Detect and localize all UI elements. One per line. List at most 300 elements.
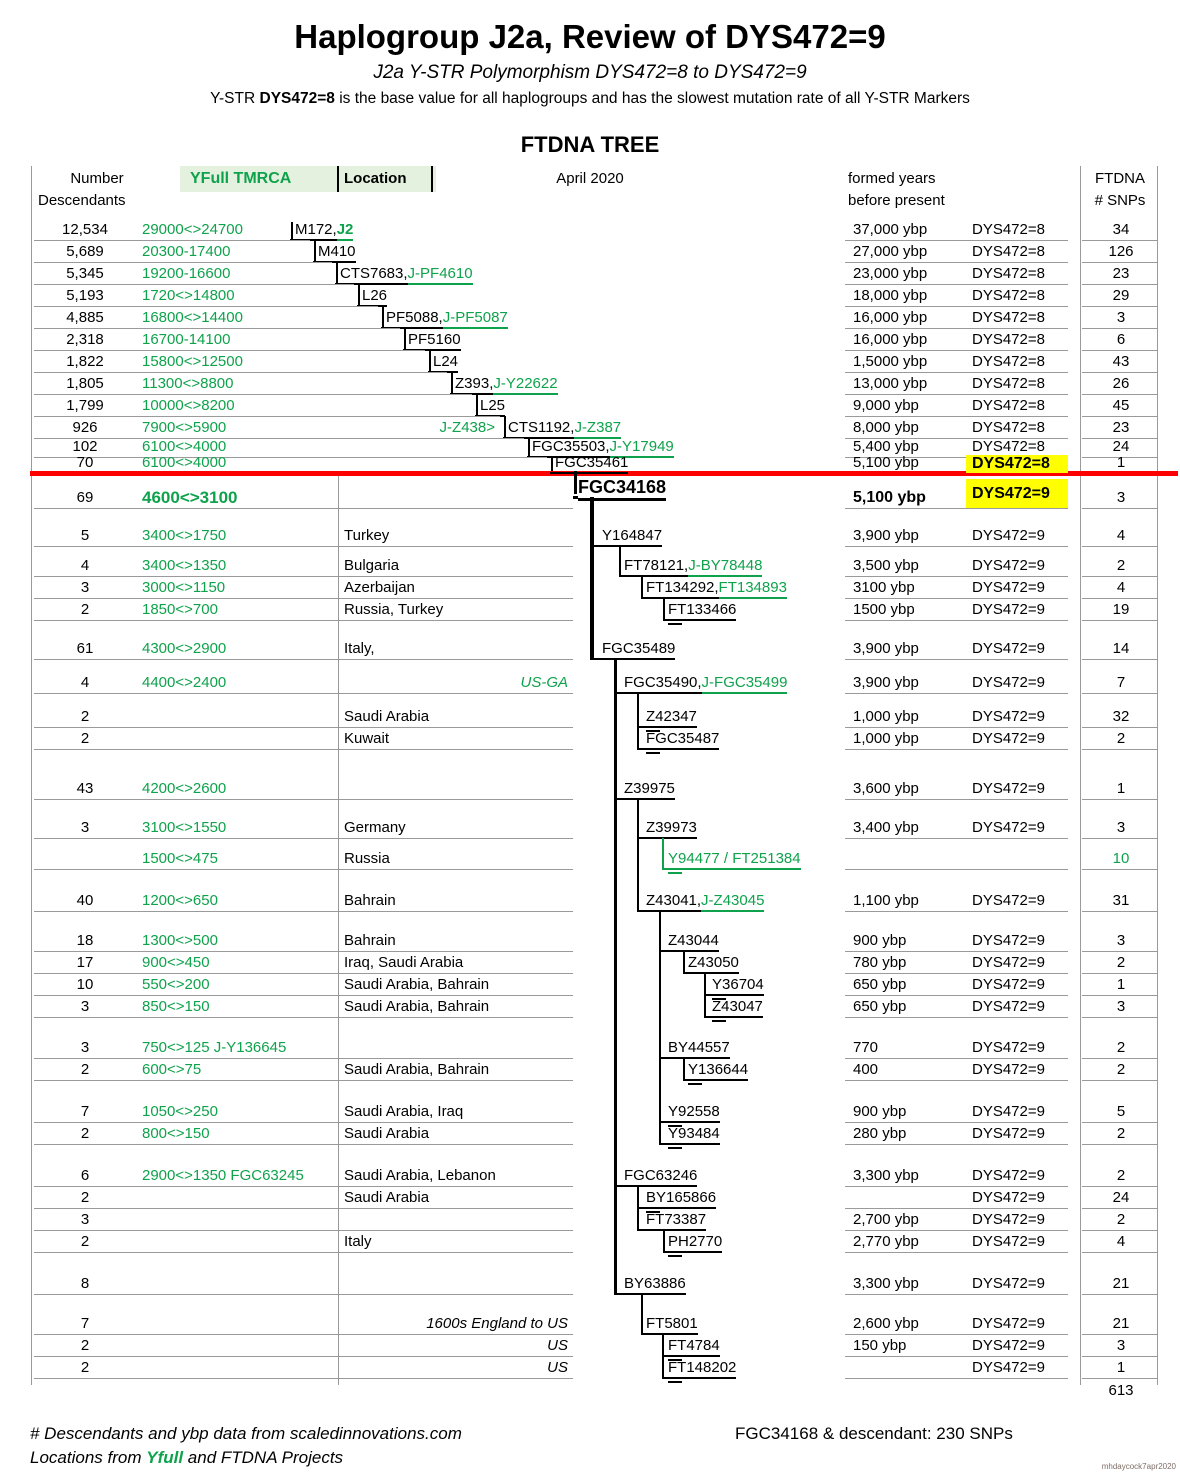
descendants-count: 2 [80, 708, 90, 725]
haplo-label-BY165866[interactable] [646, 1188, 716, 1208]
location-value: Saudi Arabia [344, 1125, 430, 1142]
haplo-name[interactable]: CTS7683, [340, 265, 408, 285]
haplo-label-PF5088[interactable] [386, 308, 508, 328]
grid-line [646, 752, 660, 754]
formed-ybp-value: 1,100 ybp [853, 892, 919, 909]
haplo-name[interactable]: BY63886 [624, 1275, 686, 1295]
haplo-name[interactable]: Z43050 [688, 954, 739, 974]
dys472-status: DYS472=9 [972, 998, 1045, 1015]
dys472-status: DYS472=8 [972, 419, 1045, 436]
header-divider-right [431, 166, 433, 192]
haplo-pre-label[interactable]: J-Z438> [439, 419, 495, 436]
haplo-name[interactable]: M410 [318, 243, 356, 263]
yfull-link[interactable]: Yfull [146, 1448, 184, 1467]
descendants-count: 5,689 [66, 243, 104, 260]
tree-connector-vertical [590, 497, 594, 659]
haplo-label-BY44557[interactable] [668, 1038, 730, 1058]
dys472-status: DYS472=8 [972, 265, 1045, 282]
haplo-name[interactable]: Y93484 [668, 1125, 720, 1145]
location-value: Azerbaijan [344, 579, 415, 596]
haplo-label-FT148202[interactable] [668, 1358, 736, 1378]
descendants-count: 17 [76, 954, 94, 971]
page-title: Haplogroup J2a, Review of DYS472=9 [294, 18, 886, 55]
tmrca-value: 29000<>24700 [142, 221, 243, 238]
grid-line [845, 1144, 1068, 1145]
haplo-label-Y93484[interactable] [668, 1124, 720, 1144]
haplo-label-Z43047[interactable] [712, 997, 763, 1017]
grid-line [845, 1294, 1068, 1295]
descendants-count: 2 [80, 730, 90, 747]
haplo-name[interactable]: FT148202 [668, 1359, 736, 1379]
dys472-status: DYS472=8 [972, 438, 1045, 455]
haplo-label-FT5801[interactable] [646, 1314, 698, 1334]
haplo-label-BY63886[interactable] [624, 1274, 686, 1294]
haplo-name[interactable]: M172, [295, 221, 337, 241]
dys472-status: DYS472=9 [972, 674, 1045, 691]
haplo-label-Y92558[interactable] [668, 1102, 720, 1122]
tree-connector-vertical [663, 598, 665, 620]
grid-line [34, 546, 573, 547]
tmrca-value: 10000<>8200 [142, 397, 235, 414]
snp-count: 1 [1116, 454, 1126, 471]
grid-line [637, 910, 647, 912]
location-value: 1600s England to US [426, 1315, 568, 1332]
haplo-name[interactable]: Y36704 [712, 976, 764, 996]
location-value: Russia, Turkey [344, 601, 444, 618]
haplo-alias-link[interactable]: J2 [337, 221, 354, 241]
haplo-name[interactable]: FT4784 [668, 1337, 720, 1357]
haplo-name[interactable]: Z43041, [646, 892, 701, 912]
haplo-label-FT73387[interactable] [646, 1210, 706, 1230]
grid-line [845, 1356, 1068, 1357]
haplo-label-FT133466[interactable] [668, 600, 736, 620]
formed-ybp-value: 3,900 ybp [853, 527, 919, 544]
footer-locations-post: and FTDNA Projects [183, 1448, 344, 1467]
snp-count: 2 [1116, 730, 1126, 747]
note-bold: DYS472=8 [259, 90, 335, 107]
location-value: Iraq, Saudi Arabia [344, 954, 464, 971]
haplo-alias-link[interactable]: J-PF5087 [443, 309, 508, 329]
location-value: Saudi Arabia, Bahrain [344, 976, 490, 993]
grid-line [1082, 1080, 1157, 1081]
formed-ybp-value: 16,000 ybp [853, 331, 928, 348]
haplo-label-FGC35487[interactable] [646, 729, 719, 749]
haplo-name[interactable]: PF5088, [386, 309, 443, 329]
footer-locations-line [30, 1448, 343, 1468]
grid-line [34, 1230, 573, 1231]
formed-ybp-value: 27,000 ybp [853, 243, 928, 260]
formed-ybp-value: 9,000 ybp [853, 397, 919, 414]
formed-ybp-value: 650 ybp [853, 998, 907, 1015]
grid-line [590, 545, 603, 547]
grid-line [34, 240, 310, 241]
dys472-status: DYS472=9 [972, 1211, 1045, 1228]
snp-count: 2 [1116, 1039, 1126, 1056]
formed-ybp-value: 5,100 ybp [853, 489, 926, 506]
grid-line [845, 1334, 1068, 1335]
formed-ybp-value: 18,000 ybp [853, 287, 928, 304]
haplo-name[interactable]: L25 [480, 397, 505, 417]
grid-line [845, 1080, 1068, 1081]
tmrca-value: 1850<>700 [142, 601, 218, 618]
grid-line [688, 1083, 702, 1085]
haplo-name[interactable]: FGC35490, [624, 674, 702, 694]
haplo-alias-link[interactable]: Y94477 / FT251384 [668, 850, 801, 870]
haplo-name[interactable]: FT133466 [668, 601, 736, 621]
snp-count: 26 [1112, 375, 1130, 392]
haplo-label-FGC34168[interactable] [578, 477, 666, 497]
location-value: Bahrain [344, 892, 396, 909]
tree-connector-vertical [659, 911, 661, 1144]
tree-connector-vertical [683, 951, 685, 973]
snp-count: 3 [1116, 932, 1126, 949]
haplo-label-Z393[interactable] [455, 374, 558, 394]
descendants-count: 926 [72, 419, 98, 436]
formed-ybp-value: 3,300 ybp [853, 1167, 919, 1184]
haplo-label-CTS1192[interactable] [508, 418, 621, 438]
dys472-status: DYS472=9 [972, 892, 1045, 909]
snp-count: 10 [1112, 850, 1130, 867]
grid-line [668, 1255, 682, 1257]
haplo-name[interactable]: Y164847 [602, 527, 662, 547]
descendants-count: 2 [80, 1189, 90, 1206]
tree-connector-vertical [382, 306, 384, 328]
col-header-snps: # SNPs [1094, 192, 1146, 209]
haplo-label-Y136644[interactable] [688, 1060, 748, 1080]
tmrca-value: 19200-16600 [142, 265, 231, 282]
grid-line [845, 727, 1068, 728]
dys472-status: DYS472=8 [972, 375, 1045, 392]
grid-line [1082, 1144, 1157, 1145]
grid-line [34, 350, 425, 351]
location-value: Saudi Arabia, Iraq [344, 1103, 464, 1120]
haplo-label-Z43044[interactable] [668, 931, 719, 951]
grid-line [704, 1016, 713, 1018]
dys472-status: DYS472=9 [972, 1061, 1045, 1078]
haplo-name[interactable]: FGC34168 [578, 477, 666, 501]
formed-ybp-value: 280 ybp [853, 1125, 907, 1142]
grid-line [845, 693, 1068, 694]
location-value: Bulgaria [344, 557, 400, 574]
dys472-status: DYS472=9 [972, 1275, 1045, 1292]
snp-count: 1 [1116, 780, 1126, 797]
footer-locations-pre: Locations from [30, 1448, 147, 1467]
grid-line [1082, 372, 1157, 373]
grid-line [1082, 620, 1157, 621]
haplo-label-L26[interactable] [362, 286, 387, 306]
haplo-name[interactable]: Z39973 [646, 819, 697, 839]
tmrca-value: 20300-17400 [142, 243, 231, 260]
haplo-name[interactable]: FT78121, [624, 557, 688, 577]
snp-count: 24 [1112, 1189, 1130, 1206]
snp-count: 2 [1116, 954, 1126, 971]
grid-line [845, 1230, 1068, 1231]
formed-ybp-value: 23,000 ybp [853, 265, 928, 282]
grid-line [34, 1208, 573, 1209]
dys472-status: DYS472=9 [972, 954, 1045, 971]
tree-connector-vertical [574, 471, 577, 494]
haplo-name[interactable]: FGC35461 [555, 454, 628, 474]
grid-line [1082, 995, 1157, 996]
descendants-count: 4 [80, 674, 90, 691]
grid-line [845, 350, 1068, 351]
haplo-alias-link[interactable]: J-Z43045 [701, 892, 764, 912]
haplo-alias-link[interactable]: J-FGC35499 [702, 674, 788, 694]
haplo-label-Z39973[interactable] [646, 818, 697, 838]
haplo-name[interactable]: Z43044 [668, 932, 719, 952]
grid-line [845, 546, 1068, 547]
haplo-label-FGC35490[interactable] [624, 673, 787, 693]
tmrca-value: 6100<>4000 [142, 438, 227, 455]
haplo-name[interactable]: Z393, [455, 375, 493, 395]
snp-count: 19 [1112, 601, 1130, 618]
snp-count: 3 [1116, 489, 1126, 506]
dys472-status: DYS472=9 [972, 730, 1045, 747]
grid-line [1082, 1230, 1157, 1231]
grid-line [845, 799, 1068, 800]
grid-line [659, 1143, 669, 1145]
col-header-location: Location [344, 170, 407, 187]
fgc34168-snp-note: FGC34168 & descendant: 230 SNPs [735, 1424, 1013, 1443]
haplo-alias-link[interactable]: J-BY78448 [688, 557, 762, 577]
haplo-label-Y36704[interactable] [712, 975, 764, 995]
grid-line [845, 598, 1068, 599]
haplo-name[interactable]: L26 [362, 287, 387, 307]
dys472-status: DYS472=9 [972, 1039, 1045, 1056]
grid-line [34, 1252, 573, 1253]
haplo-label-Z42347[interactable] [646, 707, 697, 727]
haplo-label-Y164847[interactable] [602, 526, 662, 546]
haplo-label-Z39975[interactable] [624, 779, 675, 799]
grid-line [1082, 394, 1157, 395]
formed-ybp-value: 3,900 ybp [853, 640, 919, 657]
location-value: Saudi Arabia [344, 1189, 430, 1206]
descendants-count: 4 [80, 557, 90, 574]
grid-line [34, 1334, 573, 1335]
haplo-label-CTS7683[interactable] [340, 264, 473, 284]
haplo-name[interactable]: CTS1192, [508, 419, 574, 439]
haplo-name[interactable]: FGC35503, [532, 438, 610, 458]
formed-ybp-value: 400 [853, 1061, 879, 1078]
haplo-name[interactable]: FGC35487 [646, 730, 719, 750]
dys472-status-highlighted: DYS472=9 [966, 479, 1068, 508]
grid-line [34, 416, 500, 417]
dys472-status: DYS472=9 [972, 640, 1045, 657]
table-left-border [31, 166, 32, 1385]
haplo-name[interactable]: Z43047 [712, 998, 763, 1018]
haplo-name[interactable]: Z42347 [646, 708, 697, 728]
grid-line [1082, 1058, 1157, 1059]
grid-line [34, 1356, 573, 1357]
grid-line [845, 508, 1068, 509]
formed-ybp-value: 1,5000 ybp [853, 353, 928, 370]
tree-connector-vertical [358, 284, 360, 306]
tree-connector-vertical [429, 350, 431, 372]
haplo-alias-link[interactable]: FT134893 [719, 579, 787, 599]
dys472-status: DYS472=9 [972, 527, 1045, 544]
descendants-count: 12,534 [62, 221, 108, 238]
haplo-name[interactable]: FT73387 [646, 1211, 706, 1231]
grid-line [1082, 951, 1157, 952]
grid-line [1082, 1378, 1157, 1379]
dys472-status: DYS472=8 [972, 287, 1045, 304]
grid-line [1082, 306, 1157, 307]
tmrca-value: 1720<>14800 [142, 287, 235, 304]
grid-line [1082, 284, 1157, 285]
grid-line [34, 1058, 573, 1059]
col-header-before-present: before present [848, 192, 945, 209]
haplo-label-Y94477[interactable] [668, 849, 801, 869]
haplo-name[interactable]: PF5160 [408, 331, 461, 351]
haplo-alias-link[interactable]: J-Y17949 [610, 438, 674, 458]
tmrca-value: 4600<>3100 [142, 488, 238, 507]
haplo-alias-link[interactable]: J-Y22622 [493, 375, 557, 395]
col-header-descendants: Descendants [38, 192, 126, 209]
snps-total: 613 [1108, 1382, 1134, 1399]
haplo-name[interactable]: Z39975 [624, 780, 675, 800]
snp-count: 23 [1112, 265, 1130, 282]
formed-ybp-value: 1,000 ybp [853, 730, 919, 747]
haplo-label-FT4784[interactable] [668, 1336, 720, 1356]
haplo-label-FGC35489[interactable] [602, 639, 675, 659]
location-value: Turkey [344, 527, 390, 544]
grid-line [34, 508, 573, 509]
dys472-status: DYS472=9 [972, 1233, 1045, 1250]
grid-line [1082, 598, 1157, 599]
location-value: Saudi Arabia [344, 708, 430, 725]
haplo-label-L25[interactable] [480, 396, 505, 416]
snp-count: 4 [1116, 527, 1126, 544]
formed-ybp-value: 8,000 ybp [853, 419, 919, 436]
snp-count: 2 [1116, 1211, 1126, 1228]
tree-connector-vertical [314, 240, 316, 262]
haplo-name[interactable]: PH2770 [668, 1233, 722, 1253]
snp-count: 21 [1112, 1315, 1130, 1332]
haplo-label-FGC63246[interactable] [624, 1166, 697, 1186]
grid-line [34, 1294, 573, 1295]
snp-count: 4 [1116, 579, 1126, 596]
descendants-count: 18 [76, 932, 94, 949]
dys472-status: DYS472=9 [972, 557, 1045, 574]
haplo-label-Z43050[interactable] [688, 953, 739, 973]
grid-line [1082, 262, 1157, 263]
grid-line [34, 394, 472, 395]
grid-line [34, 576, 573, 577]
col-header-tmrca: YFull TMRCA [190, 170, 292, 187]
grid-line [845, 262, 1068, 263]
snp-count: 7 [1116, 674, 1126, 691]
haplo-label-M410[interactable] [318, 242, 356, 262]
haplo-label-FGC35461[interactable] [555, 453, 628, 473]
grid-line [712, 1020, 726, 1022]
formed-ybp-value: 3,500 ybp [853, 557, 919, 574]
haplo-name[interactable]: FGC35489 [602, 640, 675, 660]
grid-line [1082, 1252, 1157, 1253]
tmrca-value: 850<>150 [142, 998, 210, 1015]
haplo-label-PH2770[interactable] [668, 1232, 722, 1252]
tmrca-value: 3000<>1150 [142, 579, 226, 596]
haplo-name[interactable]: FGC63246 [624, 1167, 697, 1187]
tree-connector-vertical [637, 693, 639, 749]
grid-line [845, 869, 1068, 870]
snp-count: 2 [1116, 1061, 1126, 1078]
grid-line [34, 262, 332, 263]
formed-ybp-value: 3100 ybp [853, 579, 915, 596]
descendants-count: 5 [80, 527, 90, 544]
descendants-count: 3 [80, 998, 90, 1015]
grid-line [845, 1378, 1068, 1379]
tree-connector-vertical [551, 457, 553, 471]
grid-line [34, 328, 400, 329]
haplo-name[interactable]: FT5801 [646, 1315, 698, 1335]
haplo-label-PF5160[interactable] [408, 330, 461, 350]
descendants-count: 1,799 [66, 397, 104, 414]
tmrca-value: 900<>450 [142, 954, 210, 971]
tree-connector-vertical [336, 262, 338, 284]
grid-line [34, 306, 378, 307]
descendants-count: 1,805 [66, 375, 104, 392]
tmrca-value: 3400<>1350 [142, 557, 227, 574]
grid-line [1082, 1122, 1157, 1123]
grid-line [34, 995, 573, 996]
haplo-alias-link[interactable]: J-Z387 [574, 419, 621, 439]
dys472-status: DYS472=8 [972, 221, 1045, 238]
grid-line [1082, 749, 1157, 750]
haplo-label-FT78121[interactable] [624, 556, 762, 576]
grid-line [845, 416, 1068, 417]
snp-count: 2 [1116, 557, 1126, 574]
grid-line [550, 472, 555, 474]
haplo-label-L24[interactable] [433, 352, 458, 372]
tmrca-value: 1050<>250 [142, 1103, 218, 1120]
haplo-name[interactable]: L24 [433, 353, 458, 373]
formed-ybp-value: 900 ybp [853, 1103, 907, 1120]
haplo-alias-link[interactable]: J-PF4610 [408, 265, 473, 285]
descendants-count: 70 [76, 454, 94, 471]
grid-line [1082, 973, 1157, 974]
grid-line [845, 838, 1068, 839]
tree-connector-vertical [619, 546, 621, 576]
haplo-name[interactable]: FT134292, [646, 579, 719, 599]
descendants-count: 3 [80, 1211, 90, 1228]
haplo-label-Z43041[interactable] [646, 891, 764, 911]
grid-line [34, 284, 354, 285]
grid-line [845, 394, 1068, 395]
haplo-label-M172[interactable] [295, 220, 353, 240]
grid-line [845, 576, 1068, 577]
haplo-label-FT134292[interactable] [646, 578, 787, 598]
descendants-count: 10 [76, 976, 94, 993]
descendants-count: 3 [80, 819, 90, 836]
haplo-name[interactable]: BY165866 [646, 1189, 716, 1209]
tmrca-value: 750<>125 J-Y136645 [142, 1039, 287, 1056]
haplo-name[interactable]: Y92558 [668, 1103, 720, 1123]
snp-count: 43 [1112, 353, 1130, 370]
snp-count: 6 [1116, 331, 1126, 348]
formed-ybp-value: 2,770 ybp [853, 1233, 919, 1250]
formed-ybp-value: 3,400 ybp [853, 819, 919, 836]
grid-line [845, 620, 1068, 621]
formed-ybp-value: 37,000 ybp [853, 221, 928, 238]
location-value: Saudi Arabia, Bahrain [344, 1061, 490, 1078]
dys472-status: DYS472=8 [972, 243, 1045, 260]
tmrca-value: 1500<>475 [142, 850, 218, 867]
tree-connector-vertical [291, 222, 293, 240]
formed-ybp-value: 1500 ybp [853, 601, 915, 618]
grid-line [659, 950, 669, 952]
haplo-name[interactable]: BY44557 [668, 1039, 730, 1059]
haplo-name[interactable]: Y136644 [688, 1061, 748, 1081]
